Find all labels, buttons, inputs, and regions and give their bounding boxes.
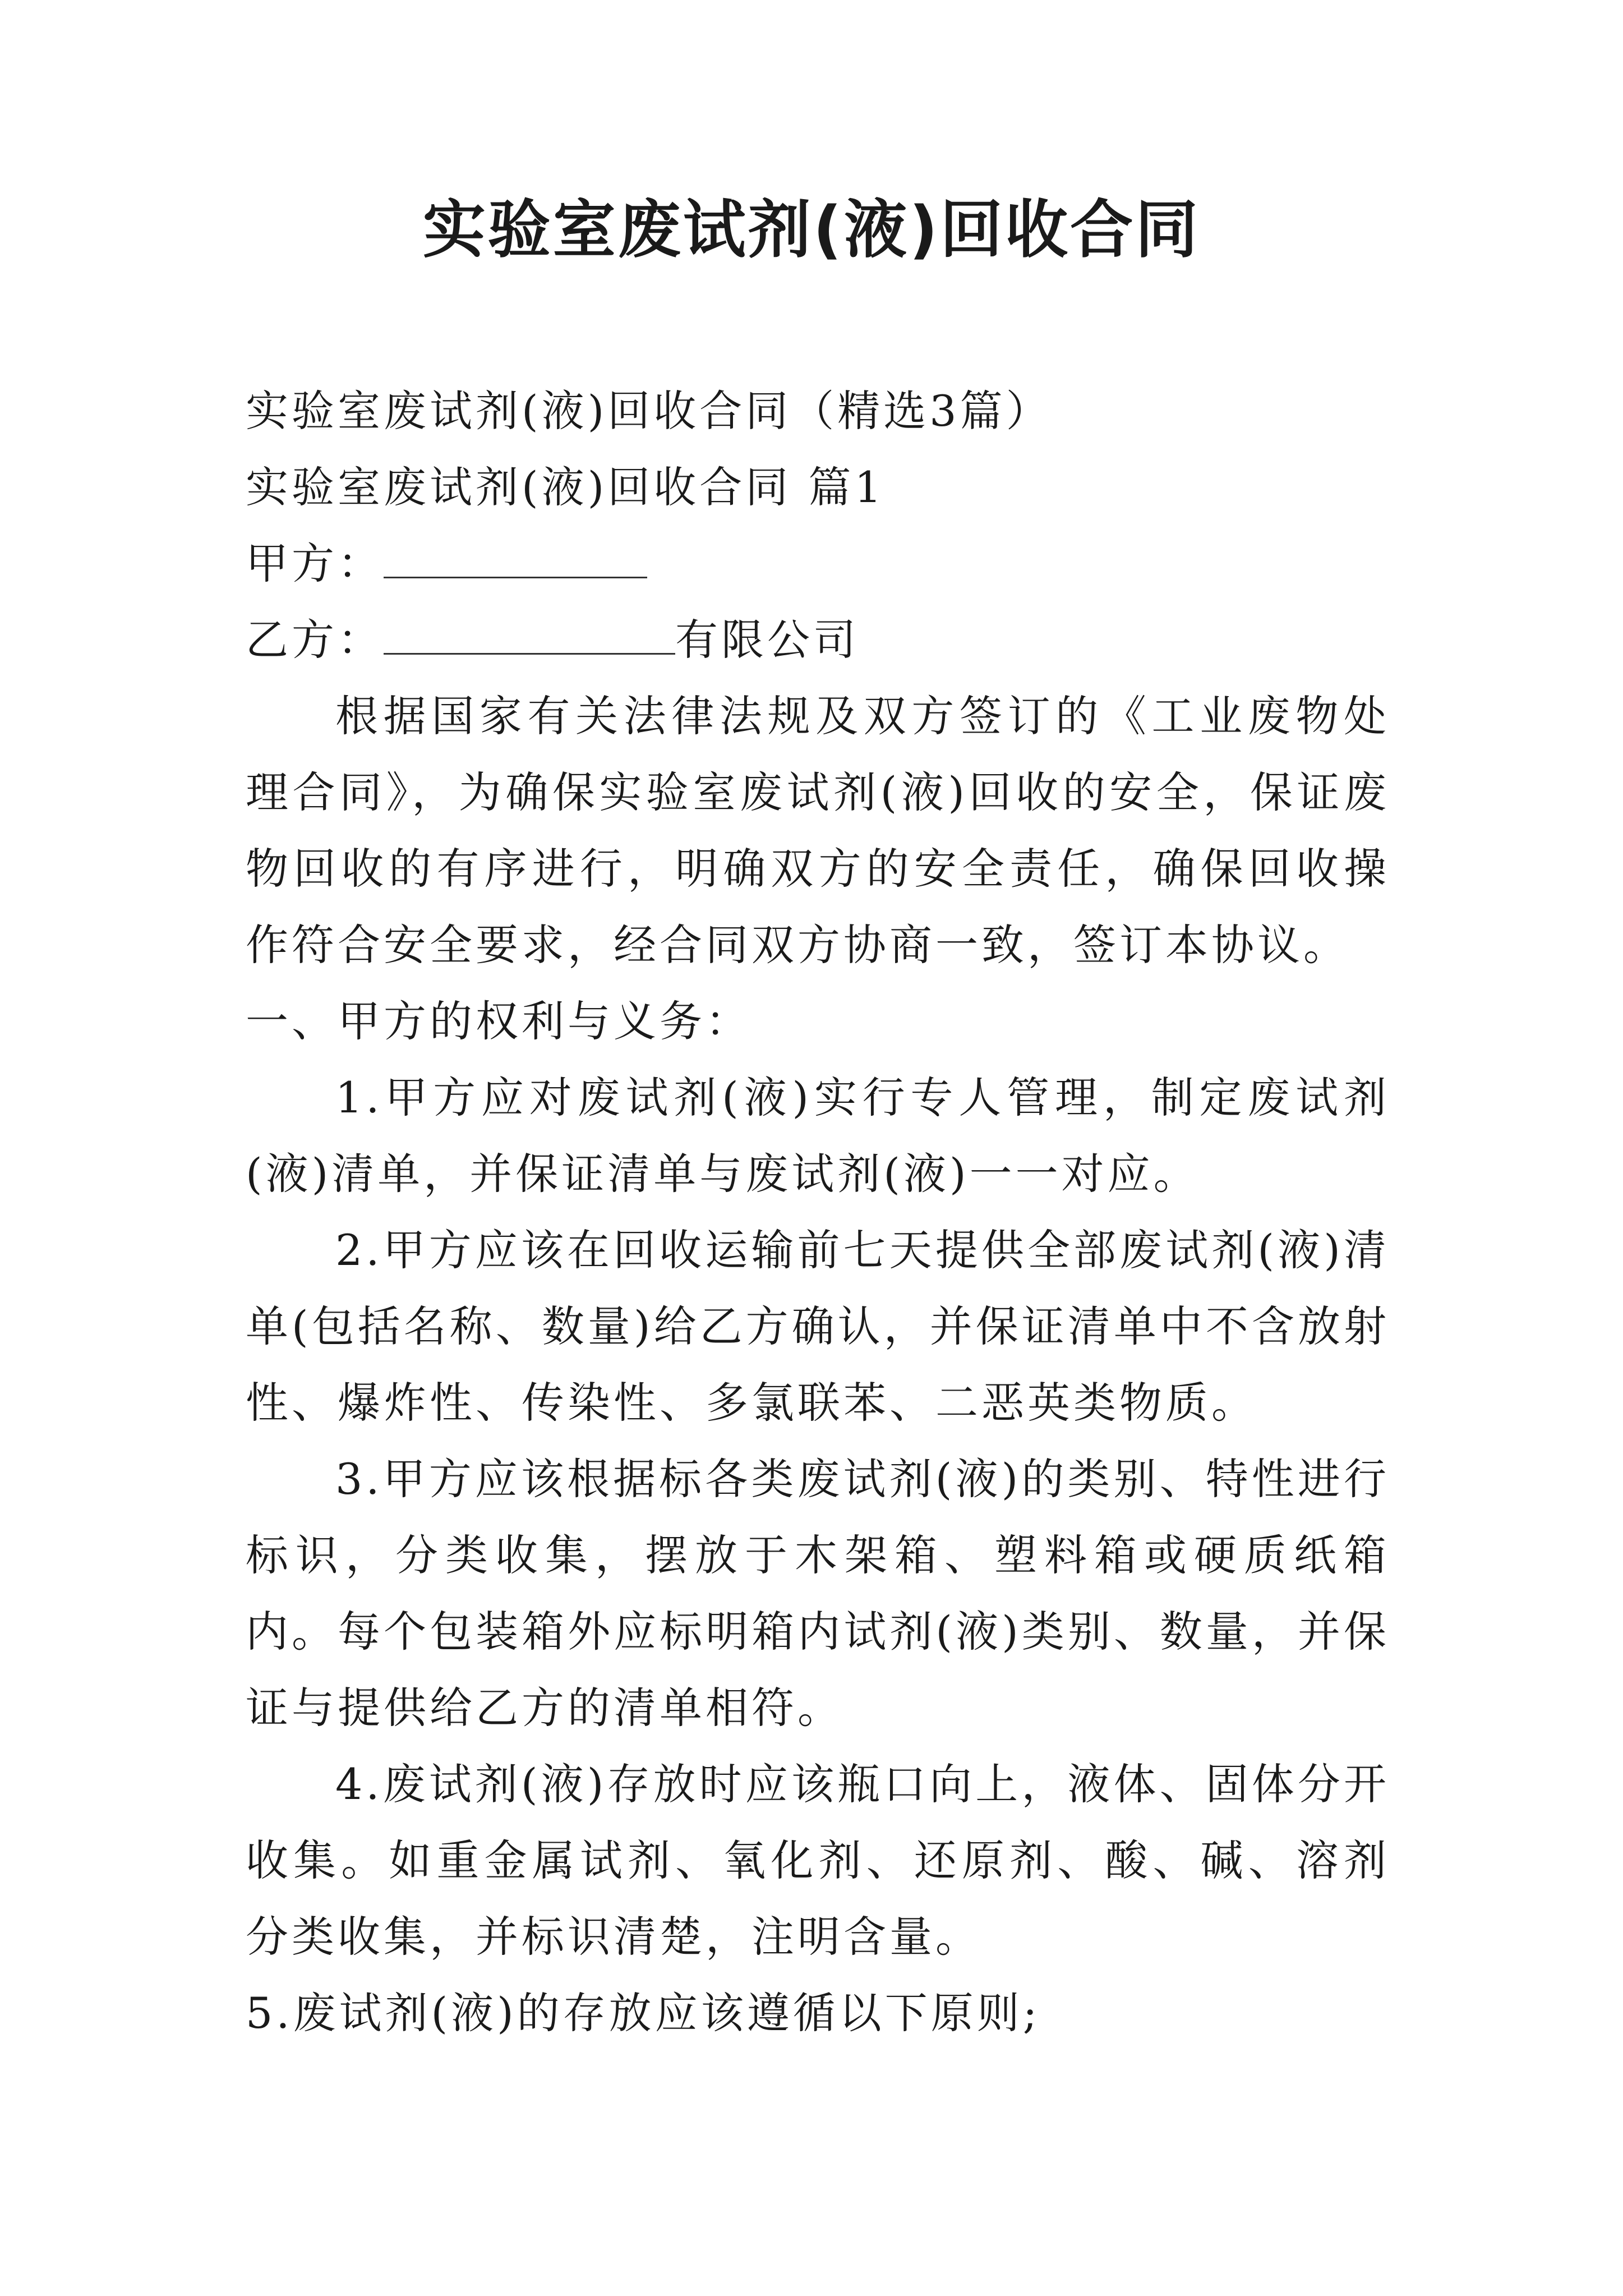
clause-1: 1.甲方应对废试剂(液)实行专人管理，制定废试剂(液)清单，并保证清单与废试剂(液)一一对应。 [246, 1073, 1390, 1199]
clause-4: 4.废试剂(液)存放时应该瓶口向上，液体、固体分开收集。如重金属试剂、氧化剂、还原剂、酸、碱、溶剂分类收集，并标识清楚，注明含量。 [246, 1759, 1390, 1962]
party-b-label: 乙方： [246, 615, 384, 665]
party-b-blank [384, 602, 675, 655]
document-body [246, 373, 1390, 2051]
party-b-line [246, 602, 1390, 678]
party-a-label: 甲方： [246, 539, 384, 588]
clause-2: 2.甲方应该在回收运输前七天提供全部废试剂(液)清单(包括名称、数量)给乙方确认，并保证清单中不含放射性、爆炸性、传染性、多氯联苯、二恶英类物质。 [246, 1225, 1390, 1428]
party-a-line [246, 526, 1390, 602]
clause-3: 3.甲方应该根据标各类废试剂(液)的类别、特性进行标识，分类收集，摆放于木架箱、塑料箱或硬质纸箱内。每个包装箱外应标明箱内试剂(液)类别、数量，并保证与提供给乙方的清单相符。 [246, 1454, 1390, 1733]
document-title: 实验室废试剂(液)回收合同 [422, 194, 1201, 266]
section1-heading: 一、甲方的权利与义务： [246, 996, 751, 1046]
part-heading: 实验室废试剂(液)回收合同 篇1 [246, 462, 885, 512]
party-b-suffix: 有限公司 [675, 615, 859, 665]
collection-heading: 实验室废试剂(液)回收合同（精选3篇） [246, 386, 1052, 436]
intro-paragraph: 根据国家有关法律法规及双方签订的《工业废物处理合同》，为确保实验室废试剂(液)回收的安全，保证废物回收的有序进行，明确双方的安全责任，确保回收操作符合安全要求，经合同双方协商一致，签订本协议。 [246, 691, 1390, 970]
party-a-blank [384, 526, 647, 578]
clause-5: 5.废试剂(液)的存放应该遵循以下原则; [246, 1988, 1041, 2038]
